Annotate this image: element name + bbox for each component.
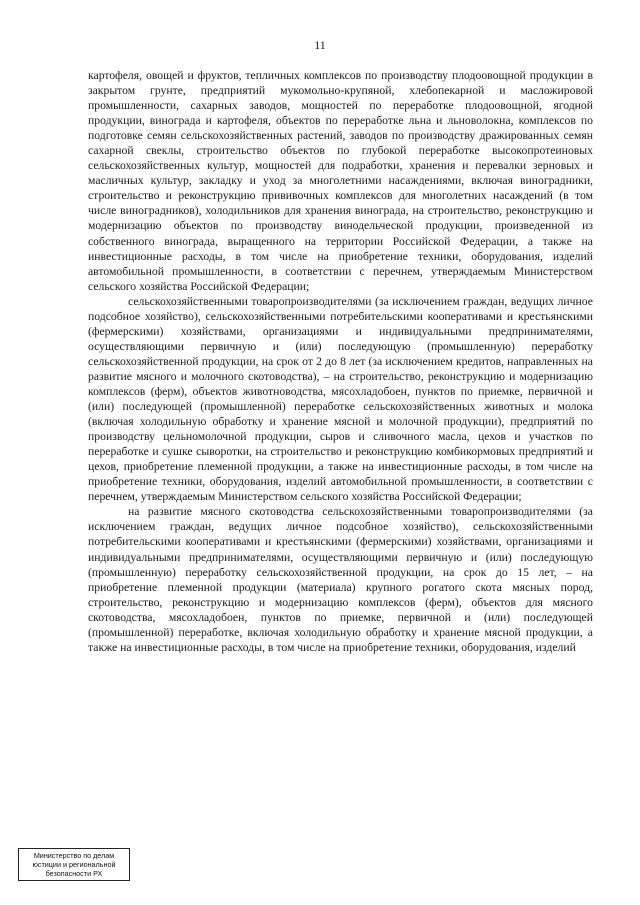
- paragraph-livestock-credits: сельскохозяйственными товаропроизводителями (за исключением граждан, ведущих личное подсобное хозяйство), сельскохозяйственными потребительскими кооперативами и крестьянскими (фермерскими) хозяйствами, организациями и индивидуальными предпринимателями, осуществляющими первичную и (или) последующую (промышленную) переработку сельскохозяйственной продукции, на срок от 2 до 8 лет (за исключением кредитов, направленных на развитие мясного и молочного скотоводства), – на строительство, реконструкцию и модернизацию комплексов (ферм), объектов животноводства, мясохладобоен, пунктов по приемке, первичной и (или) последующей (промышленной) переработке сельскохозяйственных животных и молока (включая холодильную обработку и хранение мясной и молочной продукции), предприятий по производству цельномолочной продукции, сыров и сливочного масла, цехов и участков по переработке и сушке сыворотки, на строительство и реконструкцию комбикормовых предприятий и цехов, приобретение племенной продукции, а также на инвестиционные расходы, в том числе на приобретение техники, оборудования, изделий автомобильной промышленности, в соответствии с перечнем, утверждаемым Министерством сельского хозяйства Российской Федерации;: [88, 294, 593, 504]
- stamp-line-2: юстиции и региональной: [32, 860, 116, 869]
- paragraph-beef-cattle-credits: на развитие мясного скотоводства сельскохозяйственными товаропроизводителями (за исключением граждан, ведущих личное подсобное хозяйство), сельскохозяйственными потребительскими кооперативами и крестьянскими (фермерскими) хозяйствами, организациями и индивидуальными предпринимателями, осуществляющими первичную и (или) последующую (промышленную) переработку сельскохозяйственной продукции, на срок до 15 лет, – на приобретение племенной продукции (материала) крупного рогатого скота мясных пород, строительство, реконструкцию и модернизацию комплексов (ферм), объектов для мясного скотоводства, мясохладобоен, пунктов по приемке, первичной и (или) последующей (промышленной) переработке, включая холодильную обработку и хранение мясной продукции, а также на инвестиционные расходы, в том числе на приобретение техники, оборудования, изделий: [88, 505, 593, 654]
- page-number: 11: [314, 38, 326, 52]
- ministry-stamp: [18, 848, 130, 881]
- document-body: [88, 68, 593, 655]
- stamp-line-3: безопасности РХ: [45, 869, 103, 878]
- stamp-line-1: Министерство по делам: [33, 851, 115, 860]
- paragraph-continuation: картофеля, овощей и фруктов, тепличных комплексов по производству плодоовощной продукции в закрытом грунте, предприятий мукомольно-крупяной, хлебопекарной и масложировой промышленности, сахарных заводов, мощностей по переработке плодоовощной, ягодной продукции, винограда и картофеля, объектов по переработке льна и льноволокна, комплексов по подготовке семян сельскохозяйственных растений, заводов по производству дражированных семян сахарной свеклы, строительство объектов по глубокой переработке высокопротеиновых сельскохозяйственных культур, мощностей для подработки, хранения и перевалки зерновых и масличных культур, закладку и уход за многолетними насаждениями, включая виноградники, строительство и реконструкцию прививочных комплексов для многолетних насаждений (в том числе виноградников), холодильников для хранения винограда, на строительство, реконструкцию и модернизацию объектов по производству винодельческой продукции, произведенной из собственного винограда, выращенного на территории Российской Федерации, а также на инвестиционные расходы, в том числе на приобретение техники, оборудования, изделий автомобильной промышленности, в соответствии с перечнем, утверждаемым Министерством сельского хозяйства Российской Федерации;: [88, 69, 593, 293]
